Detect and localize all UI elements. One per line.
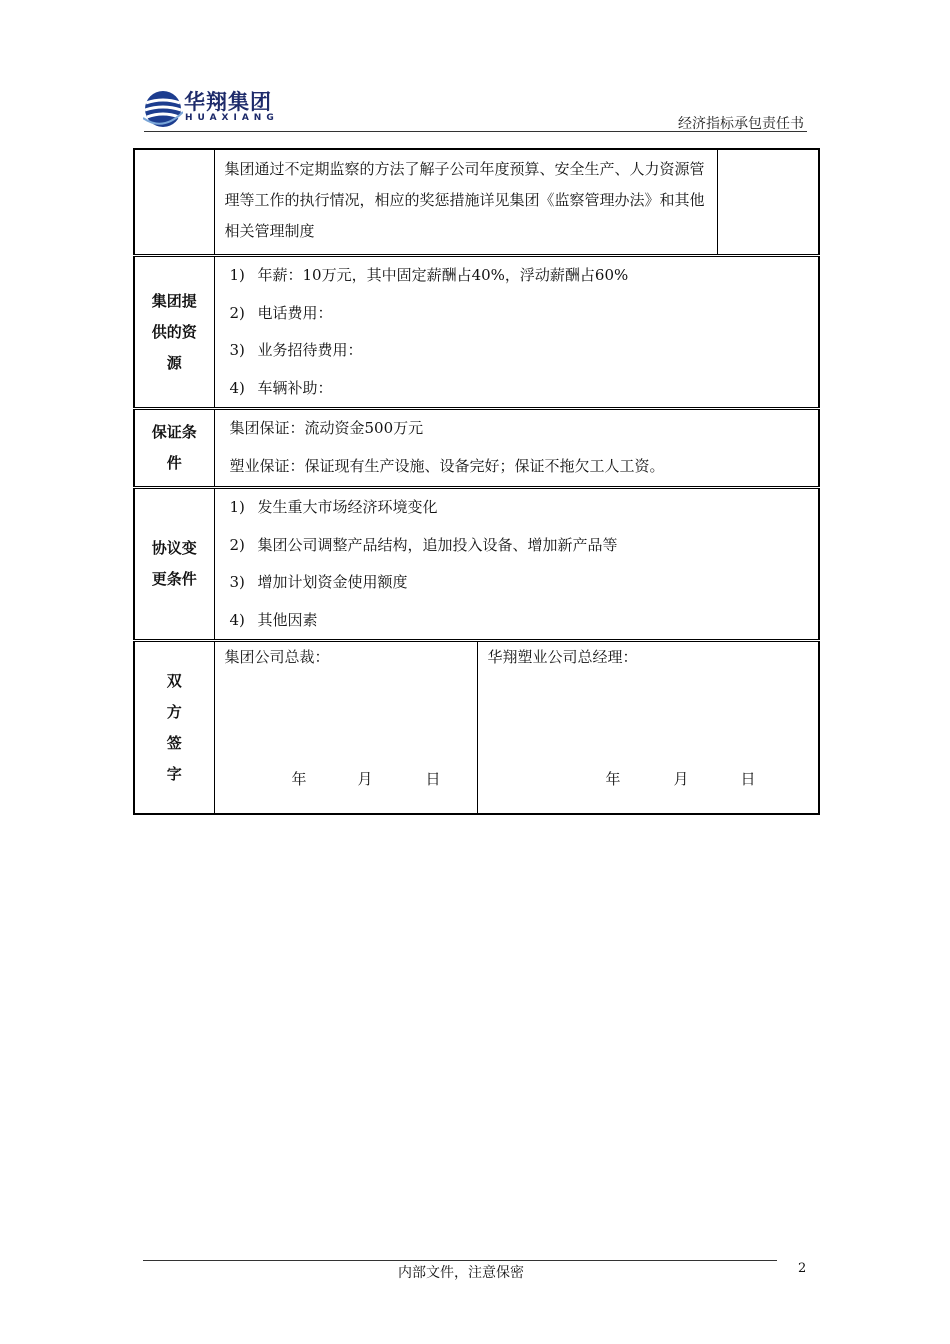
logo-chinese-name: 华翔集团 — [184, 90, 272, 114]
monitoring-text-cell — [214, 149, 717, 256]
footer-divider — [143, 1260, 777, 1261]
list-item: 1) 发生重大市场经济环境变化 — [229, 498, 438, 516]
table-row-resources — [134, 256, 819, 409]
date-month: 月 — [673, 770, 689, 788]
company-logo — [143, 86, 283, 130]
guarantee-cell — [214, 409, 819, 488]
contract-table — [133, 148, 820, 815]
list-item: 3) 增加计划资金使用额度 — [229, 573, 408, 591]
plastics-gm-title: 华翔塑业公司总经理： — [487, 648, 638, 666]
footer-confidential-note: 内部文件，注意保密 — [398, 1265, 524, 1281]
header-divider — [144, 131, 807, 132]
list-item: 2) 集团公司调整产品结构，追加投入设备、增加新产品等 — [229, 535, 618, 554]
table-row-signature — [134, 641, 819, 815]
group-president-title: 集团公司总裁： — [224, 648, 330, 666]
list-item: 集团保证：流动资金500万元 — [229, 419, 424, 437]
date-month: 月 — [357, 770, 373, 788]
date-year: 年 — [291, 770, 307, 788]
table-row-change-conditions — [134, 488, 819, 641]
list-item: 4) 其他因素 — [229, 610, 318, 629]
guarantee-label: 保证条 件 — [134, 409, 214, 488]
signature-cell-group — [214, 641, 477, 815]
table-row-monitoring — [134, 149, 819, 256]
date-day: 日 — [425, 770, 441, 788]
logo-english-name: HUAXIANG — [185, 113, 279, 123]
list-item: 1) 年薪：10万元，其中固定薪酬占40%，浮动薪酬占60% — [229, 266, 629, 284]
empty-cell — [717, 149, 819, 256]
date-year: 年 — [605, 770, 621, 788]
globe-logo-icon — [143, 88, 183, 130]
list-item: 3) 业务招待费用： — [229, 341, 363, 359]
signature-cell-plastics — [477, 641, 819, 815]
list-item: 4) 车辆补助： — [229, 378, 333, 397]
list-item: 塑业保证：保证现有生产设施、设备完好；保证不拖欠工人工资。 — [229, 456, 665, 475]
resources-cell — [214, 256, 819, 409]
signature-label: 双 方 签 字 — [134, 641, 214, 815]
monitoring-text: 集团通过不定期监察的方法了解子公司年度预算、安全生产、人力资源管理等工作的执行情况，相应的奖惩措施详见集团《监察管理办法》和其他相关管理制度 — [224, 160, 705, 240]
change-conditions-cell — [214, 488, 819, 641]
date-day: 日 — [740, 770, 756, 788]
resources-label: 集团提 供的资 源 — [134, 256, 214, 409]
list-item: 2) 电话费用： — [229, 303, 333, 322]
empty-label-cell — [134, 149, 214, 256]
table-row-guarantee — [134, 409, 819, 488]
page-number: 2 — [798, 1261, 807, 1276]
change-conditions-label: 协议变 更条件 — [134, 488, 214, 641]
document-title: 经济指标承包责任书 — [678, 116, 804, 132]
